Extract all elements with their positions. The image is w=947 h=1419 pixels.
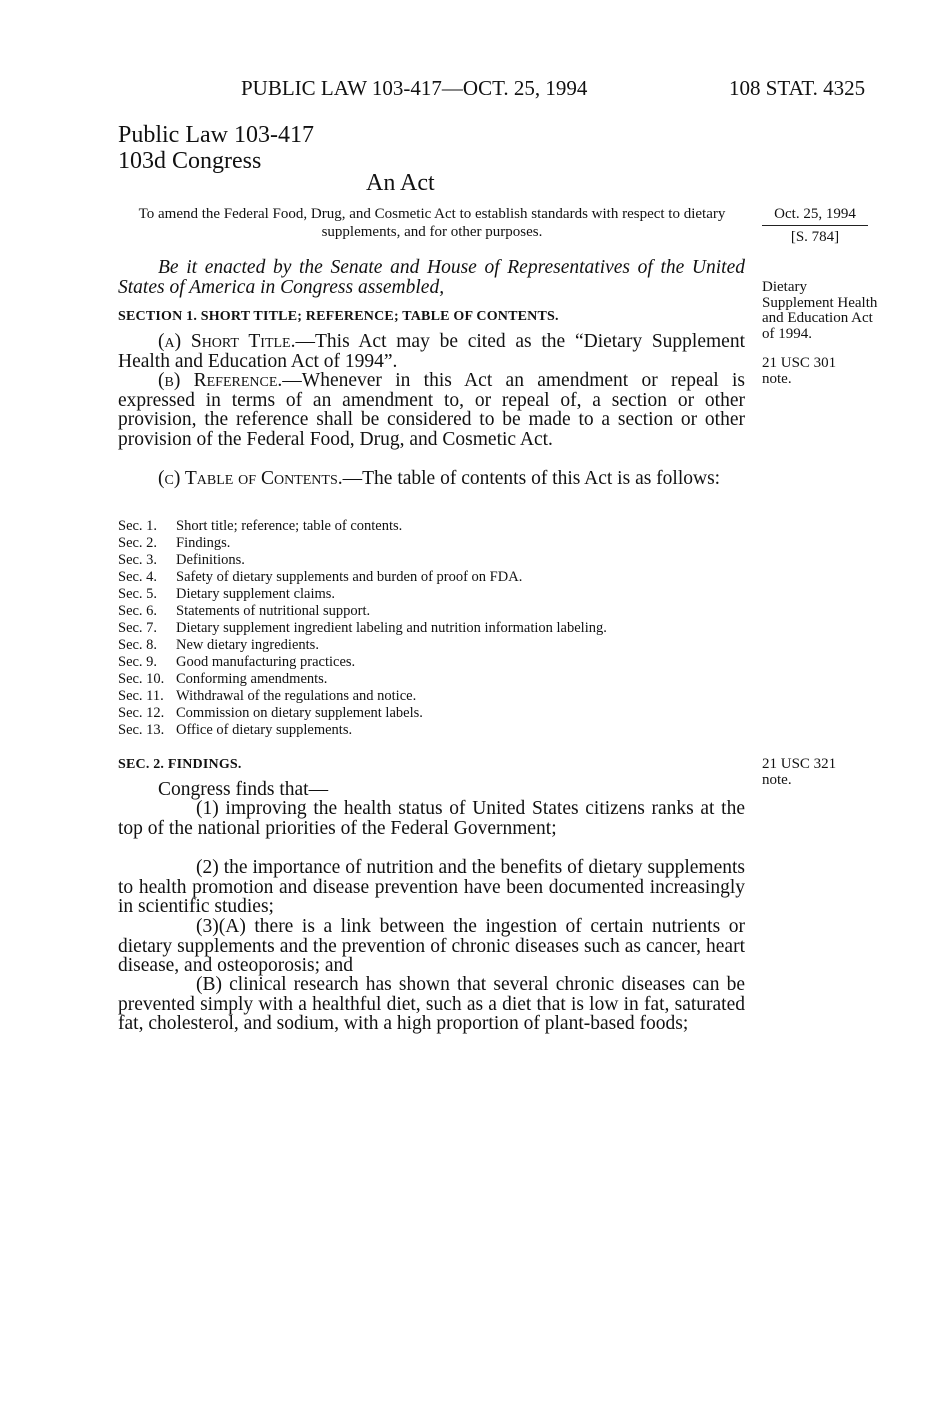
finding-1: (1) improving the health status of United States citizens ranks at the top of the national priorities of the Federal Government; [118, 798, 745, 839]
toc-title: Good manufacturing practices. [176, 654, 356, 670]
findings-intro: Congress finds that— [158, 779, 329, 800]
toc-title: Definitions. [176, 552, 245, 568]
subsection-b-label: (b) Reference. [158, 370, 283, 391]
toc-row [118, 688, 607, 705]
toc-title: Findings. [176, 535, 231, 551]
subsection-a-text: —This Act may be cited as the “Dietary Supplement Health and Education Act of 1994”. [118, 331, 745, 372]
toc-title: Statements of nutritional support. [176, 603, 371, 619]
toc-title: Withdrawal of the regulations and notice. [176, 688, 417, 704]
toc-number: Sec. 1. [118, 518, 158, 534]
usc-margin-note-2: 21 USC 321 note. [762, 756, 837, 788]
toc-title: Dietary supplement ingredient labeling and nutrition information labeling. [176, 620, 607, 636]
date-bill-box [762, 205, 868, 246]
enactment-date: Oct. 25, 1994 [762, 205, 868, 226]
enacting-clause: Be it enacted by the Senate and House of Representatives of the United States of America in Congress assembled, [118, 257, 745, 298]
section-1-subsection-c [118, 469, 745, 489]
stat-page-number: 108 STAT. 4325 [729, 76, 866, 100]
toc-title: Short title; reference; table of contents. [176, 518, 403, 534]
toc-title: Commission on dietary supplement labels. [176, 705, 423, 721]
toc-number: Sec. 12. [118, 705, 165, 721]
purpose-statement: To amend the Federal Food, Drug, and Cosmetic Act to establish standards with respect to dietary supplements, and for other purposes. [138, 206, 726, 240]
subsection-c-label: (c) Table of Contents. [158, 468, 343, 489]
short-title-margin-note: Dietary Supplement Health and Education Act of 1994. [762, 279, 878, 342]
finding-3b: (B) clinical research has shown that several chronic diseases can be prevented simply with a healthful diet, such as a diet that is low in fat, saturated fat, cholesterol, and sodium, with a high proportion of plant-based foods; [118, 974, 745, 1034]
toc-title: Office of dietary supplements. [176, 722, 353, 738]
law-number: Public Law 103-417 [118, 122, 314, 148]
toc-row [118, 620, 607, 637]
section-1-subsection-b [118, 371, 745, 449]
toc-title: Dietary supplement claims. [176, 586, 336, 602]
toc-number: Sec. 6. [118, 603, 158, 619]
bill-number: [S. 784] [790, 229, 840, 245]
finding-2: (2) the importance of nutrition and the benefits of dietary supplements to health promotion and disease prevention have been documented increasingly in scientific studies; [118, 857, 745, 917]
section-2-heading: SEC. 2. FINDINGS. [118, 757, 242, 772]
toc-row [118, 603, 607, 620]
toc-row [118, 671, 607, 688]
toc-row [118, 705, 607, 722]
toc-row [118, 722, 607, 739]
section-1-subsection-a [118, 332, 745, 371]
running-title: PUBLIC LAW 103-417—OCT. 25, 1994 [241, 76, 588, 100]
usc-margin-note-1: 21 USC 301 note. [762, 355, 837, 387]
toc-number: Sec. 4. [118, 569, 158, 585]
toc-row [118, 586, 607, 603]
toc-row [118, 518, 607, 535]
subsection-c-text: —The table of contents of this Act is as follows: [342, 468, 721, 489]
toc-number: Sec. 11. [118, 688, 164, 704]
toc-row [118, 637, 607, 654]
congress-label: 103d Congress [118, 148, 262, 174]
table-of-contents [118, 518, 607, 739]
toc-number: Sec. 2. [118, 535, 158, 551]
toc-row [118, 552, 607, 569]
section-1-heading: SECTION 1. SHORT TITLE; REFERENCE; TABLE OF CONTENTS. [118, 309, 559, 324]
toc-number: Sec. 10. [118, 671, 165, 687]
toc-row [118, 654, 607, 671]
toc-row [118, 569, 607, 586]
toc-title: New dietary ingredients. [176, 637, 319, 653]
act-label: An Act [366, 170, 435, 196]
toc-number: Sec. 13. [118, 722, 165, 738]
subsection-a-label: (a) Short Title. [158, 331, 296, 352]
toc-title: Safety of dietary supplements and burden of proof on FDA. [176, 569, 523, 585]
finding-3a: (3)(A) there is a link between the ingestion of certain nutrients or dietary supplements and the prevention of chronic diseases such as cancer, heart disease, and osteoporosis; and [118, 916, 745, 976]
toc-number: Sec. 7. [118, 620, 158, 636]
toc-number: Sec. 5. [118, 586, 158, 602]
toc-row [118, 535, 607, 552]
toc-number: Sec. 3. [118, 552, 158, 568]
subsection-b-text: —Whenever in this Act an amendment or repeal is expressed in terms of an amendment to, or repeal of, a section or other provision, the reference shall be considered to be made to a section or other provision of the Federal Food, Drug, and Cosmetic Act. [118, 370, 745, 450]
toc-number: Sec. 9. [118, 654, 158, 670]
toc-title: Conforming amendments. [176, 671, 328, 687]
toc-number: Sec. 8. [118, 637, 158, 653]
